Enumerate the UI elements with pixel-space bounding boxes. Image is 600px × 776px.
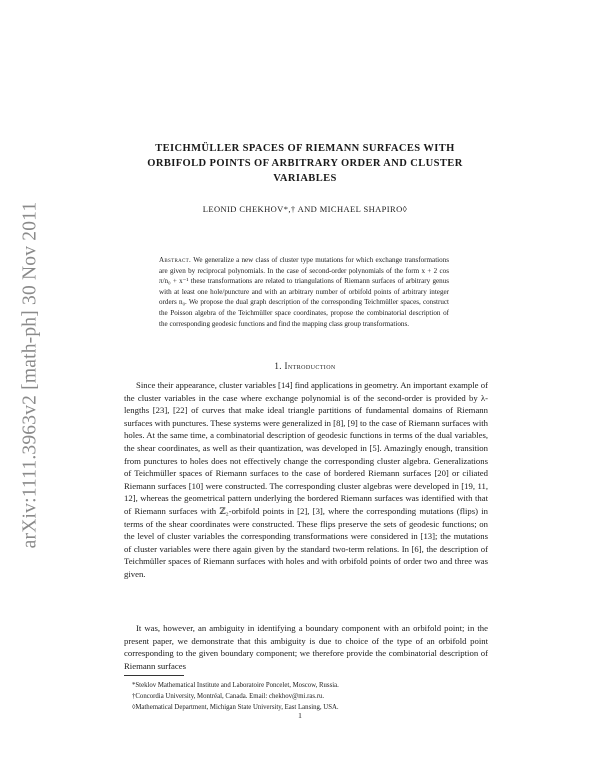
footnote-divider [124,675,184,676]
arxiv-identifier-text: arXiv:1111.3963v2 [math-ph] 30 Nov 2011 [19,201,40,549]
footnote-2: †Concordia University, Montréal, Canada. Email: chekhov@mi.ras.ru. [132,692,325,700]
footnote-1: *Steklov Mathematical Institute and Laboratoire Poncelet, Moscow, Russia. [132,682,339,689]
section-number: 1. [274,361,282,371]
arxiv-identifier [10,180,50,570]
page-number: 1 [298,711,302,720]
authors: LEONID CHEKHOV*,† AND MICHAEL SHAPIRO◊ [202,204,408,214]
body-paragraph-1: Since their appearance, cluster variables [14] find applications in geometry. An important example of the cluster variables in the case where exchange polynomial is of the second-order is provided by λ-lengths [23], [22] of curves that make ideal triangle partitions of fundamental domains of Riemann surfaces with punctures. These systems were generalized in [8], [9] to the case of Riemann surfaces with holes. At the same time, a combinatorial description of geodesic functions in terms of the dual variables, the shear coordinates, as well as their quantization, was developed in [5]. Amazingly enough, transition from punctures to holes does not effectively change the corresponding cluster algebra. Generalizations of Teichmüller spaces of Riemann surfaces to the case of bordered Riemann surfaces [20] or ciliated Riemann surfaces [10] were constructed. The corresponding cluster algebras were developed in [19, 11, 12], whereas the geometrical pattern underlying the bordered Riemann surfaces was identified with that of Riemann surfaces with ℤ₂-orbifold points in [2], [3], where the corresponding mutations (flips) in terms of the shear coordinates were constructed. These flips preserve the sets of geodesic functions; on the level of cluster variables the corresponding transformations were considered in [13]; the mutations of cluster variables were there again given by the standard two-term relations. In [6], the description of Teichmüller spaces of Riemann surfaces with holes and with orbifold points of order two and three was given. [124,380,488,579]
abstract [159,255,449,329]
abstract-text: We generalize a new class of cluster type mutations for which exchange transformations are given by reciprocal polynomials. In the case of second-order polynomials of the form x + 2 cos π/n₀ + x⁻¹ these transformations are related to triangulations of Riemann surfaces of arbitrary genus with at least one hole/puncture and with an arbitrary number of orbifold points of arbitrary integer orders n₀. We propose the dual graph description of the corresponding Teichmüller spaces, construct the Poisson algebra of the Teichmüller space coordinates, propose the combinatorial description of the corresponding geodesic functions and find the mapping class group transformations. [159,256,449,328]
paper-title: TEICHMÜLLER SPACES OF RIEMANN SURFACES WITH ORBIFOLD POINTS OF ARBITRARY ORDER AND CLUSTER VARIABLES [147,143,463,184]
footnotes [124,681,488,713]
body-paragraph-2: It was, however, an ambiguity in identifying a boundary component with an orbifold point; in the present paper, we demonstrate that this ambiguity is due to choice of the type of an orbifold point corresponding to the given boundary component; we therefore provide the combinatorial description of Riemann surfaces [124,623,488,671]
section-title: Introduction [284,361,336,371]
footnote-3: ◊Mathematical Department, Michigan State University, East Lansing, USA. [132,703,339,711]
section-heading [140,361,470,371]
abstract-label: Abstract. [159,256,192,264]
